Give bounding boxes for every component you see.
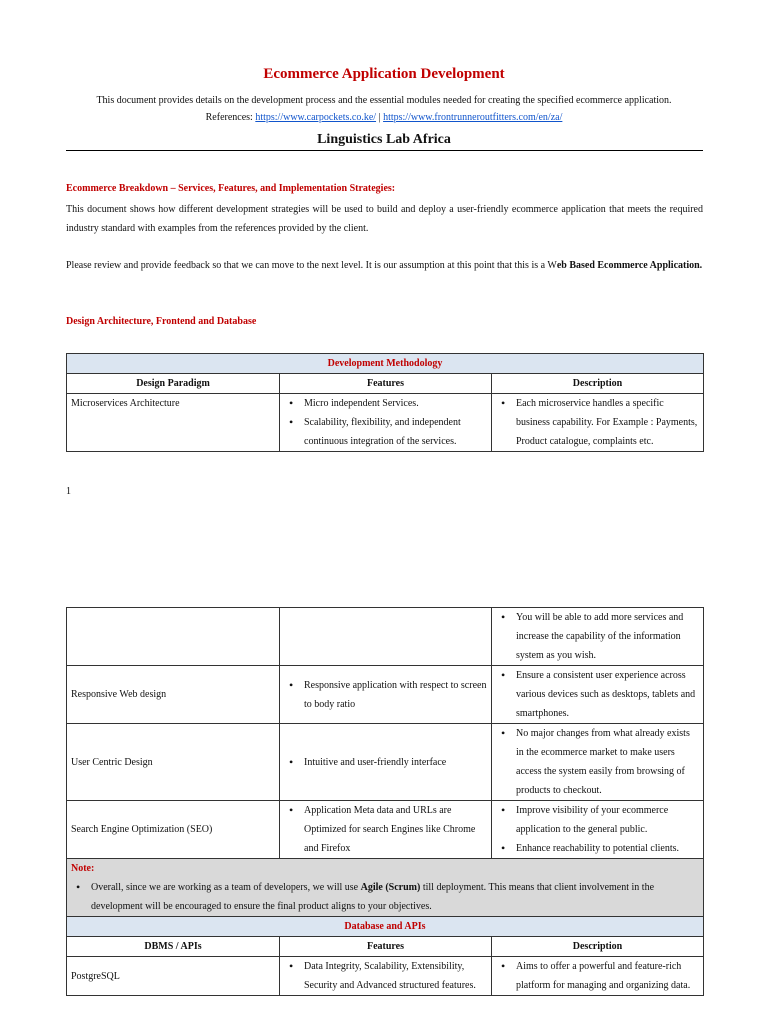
column-header-description: Description — [492, 374, 704, 394]
list-item: • Each microservice handles a specific business capability. For Example : Payments, Product catalogue, complaints etc. — [516, 394, 699, 451]
paradigm-cell: Search Engine Optimization (SEO) — [67, 801, 280, 859]
database-band-title: Database and APIs — [67, 917, 704, 937]
features-cell — [280, 608, 492, 666]
note-row — [67, 859, 704, 917]
description-cell — [492, 724, 704, 801]
list-item: • Aims to offer a powerful and feature-rich platform for managing and organizing data. — [516, 957, 699, 995]
page-number: 1 — [66, 486, 71, 497]
list-item: • No major changes from what already exists in the ecommerce market to make users access the system easily from browsing of products to checkout. — [516, 724, 699, 800]
features-cell — [280, 801, 492, 859]
table-row-continuation — [67, 608, 704, 666]
reference-link-carpockets[interactable]: https://www.carpockets.co.ke/ — [255, 112, 377, 123]
paradigm-cell — [67, 608, 280, 666]
column-header-dbms: DBMS / APIs — [67, 937, 280, 957]
table-row-microservices — [67, 394, 704, 452]
list-item: • Scalability, flexibility, and independent continuous integration of the services. — [304, 413, 487, 451]
document-intro: This document provides details on the development process and the essential modules needed for creating the specified ecommerce application. — [96, 95, 672, 106]
list-item: • Enhance reachability to potential clients. — [516, 839, 699, 858]
column-header-features: Features — [280, 937, 492, 957]
review-paragraph-bold: eb Based Ecommerce Application. — [556, 260, 703, 271]
document-title: Ecommerce Application Development — [263, 66, 505, 82]
description-cell — [492, 666, 704, 724]
organization-name: Linguistics Lab Africa — [317, 132, 451, 147]
list-item: • Improve visibility of your ecommerce application to the general public. — [516, 801, 699, 839]
column-header-features: Features — [280, 374, 492, 394]
description-cell — [492, 957, 704, 996]
table-row-seo — [67, 801, 704, 859]
features-cell — [280, 957, 492, 996]
methodology-table-continued — [66, 607, 704, 996]
description-cell — [492, 801, 704, 859]
note-text-bold: Agile (Scrum) — [360, 882, 421, 893]
list-item: • Ensure a consistent user experience across various devices such as desktops, tablets and smartphones. — [516, 666, 699, 723]
header-divider — [66, 150, 703, 151]
table-row-user-centric — [67, 724, 704, 801]
table-row-responsive — [67, 666, 704, 724]
references-line — [0, 112, 768, 123]
paradigm-cell: Microservices Architecture — [67, 394, 280, 452]
description-cell — [492, 608, 704, 666]
breakdown-paragraph: This document shows how different development strategies will be used to build and deploy a user-friendly ecommerce application that meets the required industry standard with examples from the references provided by the client. — [66, 204, 703, 234]
paradigm-cell: User Centric Design — [67, 724, 280, 801]
features-cell — [280, 724, 492, 801]
features-cell — [280, 666, 492, 724]
list-item: • Data Integrity, Scalability, Extensibility, Security and Advanced structured features. — [304, 957, 487, 995]
table-row-postgresql — [67, 957, 704, 996]
description-cell — [492, 394, 704, 452]
paradigm-cell: PostgreSQL — [67, 957, 280, 996]
note-text — [91, 878, 699, 916]
column-header-paradigm: Design Paradigm — [67, 374, 280, 394]
features-cell — [280, 394, 492, 452]
methodology-table — [66, 353, 704, 452]
list-item: • Responsive application with respect to screen to body ratio — [304, 676, 487, 714]
review-paragraph-text: Please review and provide feedback so that we can move to the next level. It is our assumption at this point that this is a W — [66, 260, 557, 271]
design-section-heading: Design Architecture, Frontend and Database — [66, 316, 257, 327]
note-text-start: Overall, since we are working as a team of developers, we will use — [91, 882, 361, 893]
methodology-band-title: Development Methodology — [67, 354, 704, 374]
reference-separator: | — [376, 112, 384, 123]
paradigm-cell: Responsive Web design — [67, 666, 280, 724]
note-cell — [67, 859, 704, 917]
note-label: Note: — [71, 863, 95, 874]
list-item: • Micro independent Services. — [304, 394, 487, 413]
column-header-description: Description — [492, 937, 704, 957]
list-item: • You will be able to add more services and increase the capability of the information system as you wish. — [516, 608, 699, 665]
list-item: • Application Meta data and URLs are Optimized for search Engines like Chrome and Firefox — [304, 801, 487, 858]
reference-link-frontrunner[interactable]: https://www.frontrunneroutfitters.com/en/za/ — [383, 112, 563, 123]
note-text-end: till deployment. This means that client involvement in the development will be encouraged to ensure the final product aligns to your objectives. — [91, 882, 655, 912]
review-paragraph — [66, 256, 703, 275]
list-item: • Intuitive and user-friendly interface — [304, 753, 487, 772]
references-label: References: — [205, 112, 253, 123]
breakdown-heading: Ecommerce Breakdown – Services, Features, and Implementation Strategies: — [66, 183, 396, 194]
